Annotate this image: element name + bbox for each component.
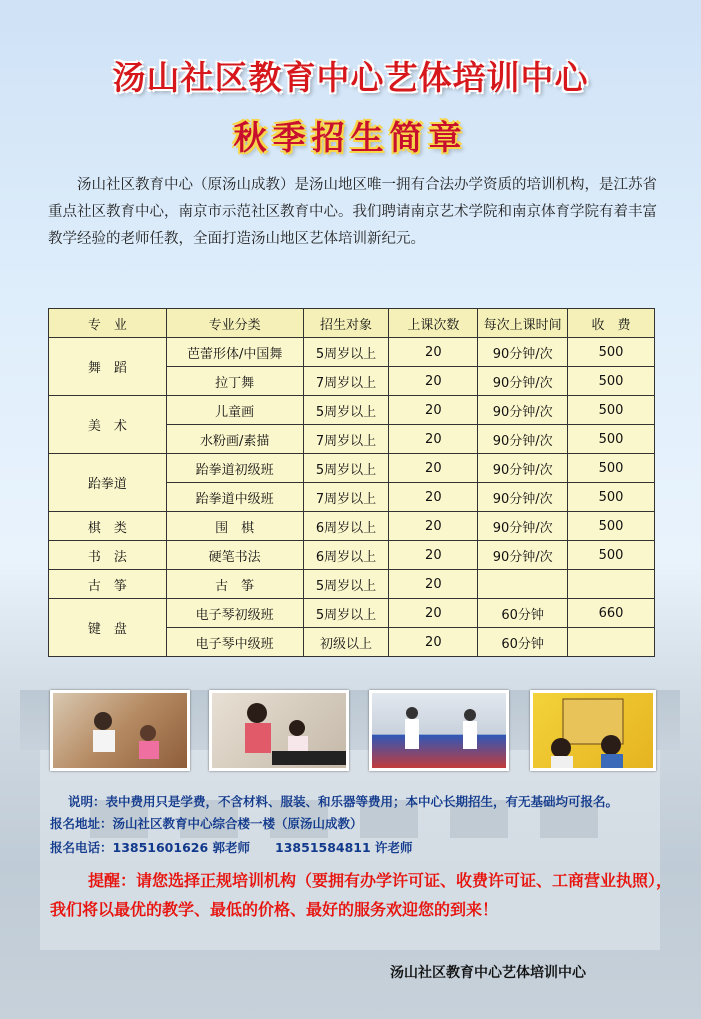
fee-cell: 500 [568,454,655,483]
category-cell: 水粉画/素描 [166,425,303,454]
fee-note: 说明：表中费用只是学费，不含材料、服装、和乐器等费用；本中心长期招生，有无基础均可报名。 [68,794,619,809]
category-cell: 跆拳道中级班 [166,483,303,512]
major-cell: 舞 蹈 [49,338,167,396]
course-table [48,308,655,657]
duration-cell: 90分钟/次 [478,483,568,512]
category-cell: 电子琴初级班 [166,599,303,628]
page-title: 汤山社区教育中心艺体培训中心 [112,58,589,97]
sessions-cell: 20 [389,367,478,396]
major-cell: 棋 类 [49,512,167,541]
header-duration: 每次上课时间 [478,309,568,338]
table-row [49,454,655,483]
category-cell: 电子琴中级班 [166,628,303,657]
target-cell: 5周岁以上 [303,454,389,483]
fee-cell: 500 [568,367,655,396]
fee-cell [568,628,655,657]
target-cell: 5周岁以上 [303,599,389,628]
duration-cell: 90分钟/次 [478,367,568,396]
duration-cell: 90分钟/次 [478,396,568,425]
category-cell: 跆拳道初级班 [166,454,303,483]
table-row [49,570,655,599]
sessions-cell: 20 [389,338,478,367]
reminder-text: 提醒：请您选择正规培训机构（要拥有办学许可证、收费许可证、工商营业执照），我们将以最优的教学、最低的价格、最好的服务欢迎您的到来！ [50,871,673,919]
ballet-photo [50,690,190,771]
table-row [49,338,655,367]
major-cell: 跆拳道 [49,454,167,512]
duration-cell: 90分钟/次 [478,425,568,454]
duration-cell: 60分钟 [478,628,568,657]
duration-cell [478,570,568,599]
photo-strip [0,690,701,770]
sessions-cell: 20 [389,483,478,512]
duration-cell: 90分钟/次 [478,512,568,541]
sessions-cell: 20 [389,628,478,657]
sessions-cell: 20 [389,570,478,599]
sessions-cell: 20 [389,396,478,425]
intro-paragraph: 汤山社区教育中心（原汤山成教）是汤山地区唯一拥有合法办学资质的培训机构，是江苏省重点社区教育中心，南京市示范社区教育中心。我们聘请南京艺术学院和南京体育学院有着丰富教学经验的老师任教，全面打造汤山地区艺体培训新纪元。 [48,177,657,247]
target-cell: 6周岁以上 [303,512,389,541]
fee-cell: 500 [568,541,655,570]
sessions-cell: 20 [389,425,478,454]
sessions-cell: 20 [389,454,478,483]
go-chess-photo [530,690,656,771]
duration-cell: 90分钟/次 [478,338,568,367]
table-row [49,512,655,541]
target-cell: 6周岁以上 [303,541,389,570]
duration-cell: 90分钟/次 [478,454,568,483]
target-cell: 5周岁以上 [303,396,389,425]
target-cell: 初级以上 [303,628,389,657]
duration-cell: 90分钟/次 [478,541,568,570]
sessions-cell: 20 [389,599,478,628]
category-cell: 芭蕾形体/中国舞 [166,338,303,367]
category-cell: 古 筝 [166,570,303,599]
fee-cell: 500 [568,396,655,425]
table-header-row [49,309,655,338]
target-cell: 5周岁以上 [303,570,389,599]
registration-phone: 报名电话：13851601626 郭老师 13851584811 许老师 [50,840,413,855]
table-row [49,396,655,425]
fee-cell: 500 [568,338,655,367]
category-cell: 拉丁舞 [166,367,303,396]
table-row [49,599,655,628]
major-cell: 古 筝 [49,570,167,599]
category-cell: 围 棋 [166,512,303,541]
header-major: 专 业 [49,309,167,338]
registration-address: 报名地址：汤山社区教育中心综合楼一楼（原汤山成教） [50,816,363,831]
piano-photo [209,690,349,771]
target-cell: 7周岁以上 [303,367,389,396]
major-cell: 美 术 [49,396,167,454]
footer-signature: 汤山社区教育中心艺体培训中心 [390,965,586,981]
category-cell: 硬笔书法 [166,541,303,570]
page-subtitle: 秋季招生简章 [233,118,468,157]
header-fee: 收 费 [568,309,655,338]
fee-cell: 500 [568,512,655,541]
major-cell: 键 盘 [49,599,167,657]
fee-cell: 660 [568,599,655,628]
target-cell: 5周岁以上 [303,338,389,367]
fee-cell [568,570,655,599]
header-sessions: 上课次数 [389,309,478,338]
table-row [49,541,655,570]
header-category: 专业分类 [166,309,303,338]
target-cell: 7周岁以上 [303,483,389,512]
category-cell: 儿童画 [166,396,303,425]
taekwondo-photo [369,690,509,771]
duration-cell: 60分钟 [478,599,568,628]
major-cell: 书 法 [49,541,167,570]
target-cell: 7周岁以上 [303,425,389,454]
sessions-cell: 20 [389,541,478,570]
sessions-cell: 20 [389,512,478,541]
header-target: 招生对象 [303,309,389,338]
fee-cell: 500 [568,483,655,512]
fee-cell: 500 [568,425,655,454]
